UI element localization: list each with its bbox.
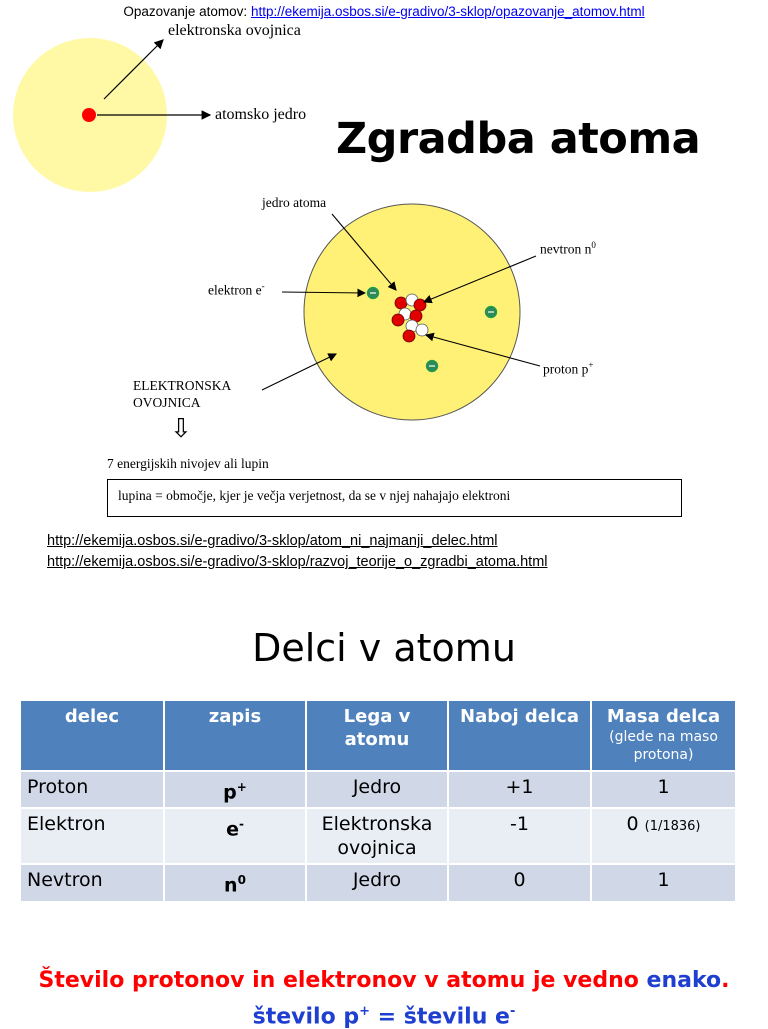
link-atom-ni-najmanji-delec[interactable]: http://ekemija.osbos.si/e-gradivo/3-sklop/atom_ni_najmanji_delec.html	[47, 533, 498, 549]
label-jedro-atoma: jedro atoma	[262, 195, 327, 210]
header-zapis: zapis	[164, 701, 306, 771]
small-atom-nucleus	[82, 108, 96, 122]
label-elektron: elektron e-	[208, 281, 265, 298]
header-lega: Lega v atomu	[306, 701, 448, 771]
electron-2	[485, 306, 497, 318]
table-row: Nevtron $n^0$ Jedro 0 1	[21, 864, 735, 900]
page-title: Zgradba atoma	[336, 114, 701, 164]
table-header-row	[21, 701, 735, 771]
header-delec: delec	[21, 701, 164, 771]
conclusion-equation: število p+ = številu e-	[252, 1004, 516, 1029]
label-elektronska-ovojnica-caps: ELEKTRONSKA OVOJNICA	[133, 378, 232, 410]
table-row: Elektron e- Elektronska ovojnica -1 0 (1/1836)	[21, 808, 735, 864]
particles-table	[21, 701, 735, 901]
label-elektronska-ovojnica: elektronska ovojnica	[168, 22, 301, 39]
electron-3	[426, 360, 438, 372]
reference-links	[47, 531, 548, 573]
label-proton: proton p+	[543, 360, 594, 377]
section-title: Delci v atomu	[252, 626, 516, 670]
label-atomsko-jedro: atomsko jedro	[215, 106, 307, 123]
header-masa-note: (glede na maso protona)	[609, 729, 718, 763]
table-row: Proton p+ Jedro +1 1	[21, 771, 735, 808]
top-note-link[interactable]: http://ekemija.osbos.si/e-gradivo/3-sklop/opazovanje_atomov.html	[250, 4, 645, 19]
top-note	[0, 4, 768, 19]
top-note-prefix: Opazovanje atomov:	[123, 4, 251, 19]
header-naboj: Naboj delca	[448, 701, 591, 771]
label-nevtron: nevtron $n^0$	[540, 240, 596, 257]
conclusion-line: Število protonov in elektronov v atomu je vedno enako.	[38, 968, 730, 993]
definition-text: lupina = območje, kjer je večja verjetnost, da se v njej nahajajo elektroni	[118, 488, 511, 503]
arrow-down-icon: ⇩	[170, 414, 192, 444]
link-razvoj-teorije[interactable]: http://ekemija.osbos.si/e-gradivo/3-sklop/razvoj_teorije_o_zgradbi_atoma.html	[47, 554, 548, 570]
energy-levels-text: 7 energijskih nivojev ali lupin	[107, 456, 269, 471]
header-masa: Masa delca (glede na maso protona)	[591, 701, 735, 771]
electron-1	[367, 287, 379, 299]
